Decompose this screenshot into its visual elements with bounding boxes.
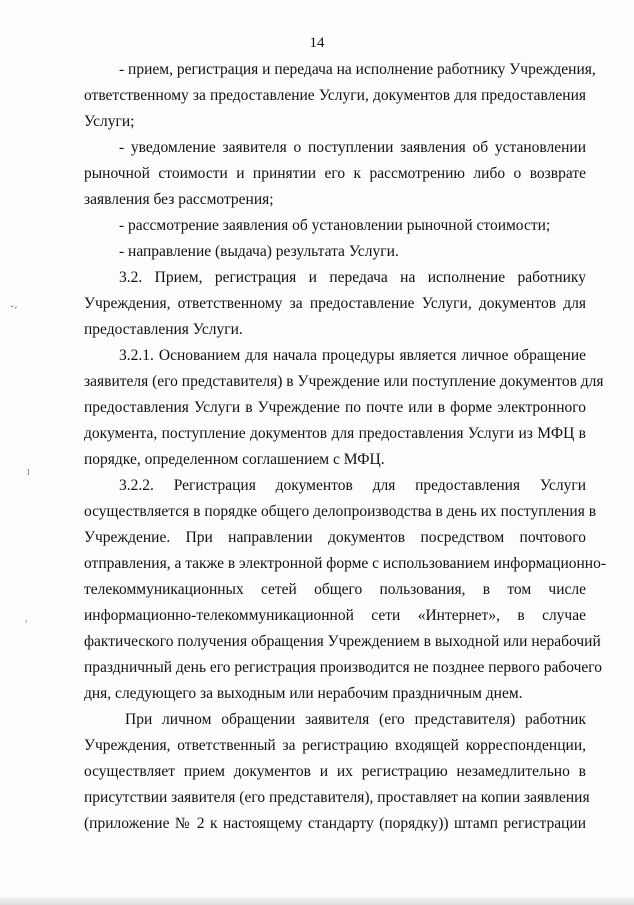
text-line: порядке, определенном соглашением с МФЦ. xyxy=(84,451,385,468)
scan-margin-mark: ⁞ xyxy=(27,468,30,478)
text-line: информационно-телекоммуникационной сети «Интернет», в случае xyxy=(84,607,586,624)
text-line: присутствии заявителя (его представителя), проставляет на копии заявления xyxy=(84,789,590,806)
scan-edge xyxy=(0,897,634,905)
text-line: (приложение № 2 к настоящему стандарту (порядку)) штамп регистрации xyxy=(84,815,586,832)
text-line: дня, следующего за выходным или нерабочим праздничным днем. xyxy=(84,685,523,702)
text-line: 3.2.1. Основанием для начала процедуры является личное обращение xyxy=(119,347,586,364)
text-line: осуществляется в порядке общего делопроизводства в день их поступления в xyxy=(84,503,597,520)
text-line: 3.2. Прием, регистрация и передача на исполнение работнику xyxy=(119,269,586,286)
text-line: ответственному за предоставление Услуги, документов для предоставления xyxy=(84,87,586,104)
text-line: 3.2.2. Регистрация документов для предоставления Услуги xyxy=(119,477,586,494)
text-line: рыночной стоимости и принятии его к рассмотрению либо о возврате xyxy=(84,165,586,182)
scan-margin-mark: ˘ʻ xyxy=(10,306,18,316)
text-line: документа, поступление документов для предоставления Услуги из МФЦ в xyxy=(84,425,586,442)
text-line: праздничный день его регистрация производится не позднее первого рабочего xyxy=(84,659,603,676)
text-line: - уведомление заявителя о поступлении заявления об установлении xyxy=(119,139,586,156)
document-body xyxy=(84,57,607,837)
scan-margin-mark: ʾ xyxy=(25,620,28,630)
text-line: предоставления Услуги в Учреждение по почте или в форме электронного xyxy=(84,399,586,416)
text-line: Учреждения, ответственному за предоставление Услуги, документов для xyxy=(84,295,586,312)
text-line: осуществляет прием документов и их регистрацию незамедлительно в xyxy=(84,763,586,780)
text-line: отправления, а также в электронной форме с использованием информационно- xyxy=(84,555,607,572)
text-line: заявителя (его представителя) в Учреждение или поступление документов для xyxy=(84,373,604,390)
text-line: Учреждения, ответственный за регистрацию входящей корреспонденции, xyxy=(84,737,586,754)
text-line: - направление (выдача) результата Услуги. xyxy=(119,243,399,260)
text-line: заявления без рассмотрения; xyxy=(84,191,274,208)
text-line: фактического получения обращения Учреждением в выходной или нерабочий xyxy=(84,633,601,650)
text-line: - рассмотрение заявления об установлении рыночной стоимости; xyxy=(119,217,551,234)
page-number: 14 xyxy=(309,35,325,51)
text-line: Учреждение. При направлении документов посредством почтового xyxy=(84,529,586,546)
text-line: Услуги; xyxy=(84,113,135,130)
text-line: При личном обращении заявителя (его представителя) работник xyxy=(125,711,586,728)
text-line: предоставления Услуги. xyxy=(84,321,243,338)
text-line: телекоммуникационных сетей общего пользования, в том числе xyxy=(84,581,586,598)
text-line: - прием, регистрация и передача на исполнение работнику Учреждения, xyxy=(119,61,596,78)
